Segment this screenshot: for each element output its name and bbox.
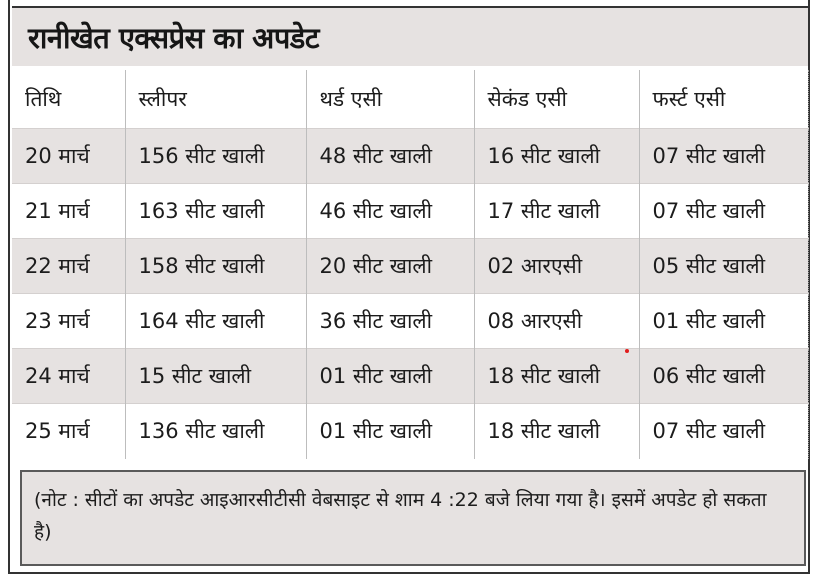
table-cell: 01 सीट खाली [639, 294, 808, 349]
column-header: तिथि [12, 70, 125, 129]
table-cell: 22 मार्च [12, 239, 125, 294]
table-cell: 25 मार्च [12, 404, 125, 459]
table-cell: 15 सीट खाली [125, 349, 306, 404]
column-header: सेकंड एसी [474, 70, 639, 129]
table-cell: 08 आरएसी [474, 294, 639, 349]
table-row [12, 129, 808, 184]
table-cell: 01 सीट खाली [306, 349, 474, 404]
table-cell: 07 सीट खाली [639, 184, 808, 239]
red-dot-mark [625, 349, 629, 353]
table-cell: 18 सीट खाली [474, 404, 639, 459]
table-cell: 48 सीट खाली [306, 129, 474, 184]
table-cell: 16 सीट खाली [474, 129, 639, 184]
table-cell: 156 सीट खाली [125, 129, 306, 184]
table-cell: 164 सीट खाली [125, 294, 306, 349]
table-cell: 20 सीट खाली [306, 239, 474, 294]
column-header: थर्ड एसी [306, 70, 474, 129]
table-cell: 05 सीट खाली [639, 239, 808, 294]
table-cell: 158 सीट खाली [125, 239, 306, 294]
table-row [12, 349, 808, 404]
table-row [12, 184, 808, 239]
table-cell: 17 सीट खाली [474, 184, 639, 239]
table-row [12, 239, 808, 294]
table-cell: 46 सीट खाली [306, 184, 474, 239]
table-cell: 06 सीट खाली [639, 349, 808, 404]
table-row [12, 404, 808, 459]
table-cell: 21 मार्च [12, 184, 125, 239]
title-bar [12, 6, 808, 66]
availability-table [12, 70, 809, 459]
table-cell: 02 आरएसी [474, 239, 639, 294]
page-title: रानीखेत एक्सप्रेस का अपडेट [28, 21, 319, 55]
column-header: फर्स्ट एसी [639, 70, 808, 129]
table-cell: 36 सीट खाली [306, 294, 474, 349]
header-row [12, 70, 808, 129]
footnote: (नोट : सीटों का अपडेट आइआरसीटीसी वेबसाइट से शाम 4 :22 बजे लिया गया है। इसमें अपडेट हो सकता है) [20, 470, 806, 566]
table-cell: 01 सीट खाली [306, 404, 474, 459]
table-cell: 20 मार्च [12, 129, 125, 184]
table-cell: 163 सीट खाली [125, 184, 306, 239]
table-cell: 18 सीट खाली [474, 349, 639, 404]
column-header: स्लीपर [125, 70, 306, 129]
table-cell: 136 सीट खाली [125, 404, 306, 459]
table-cell: 23 मार्च [12, 294, 125, 349]
table-cell: 07 सीट खाली [639, 129, 808, 184]
table-cell: 07 सीट खाली [639, 404, 808, 459]
table-cell: 24 मार्च [12, 349, 125, 404]
table-row [12, 294, 808, 349]
